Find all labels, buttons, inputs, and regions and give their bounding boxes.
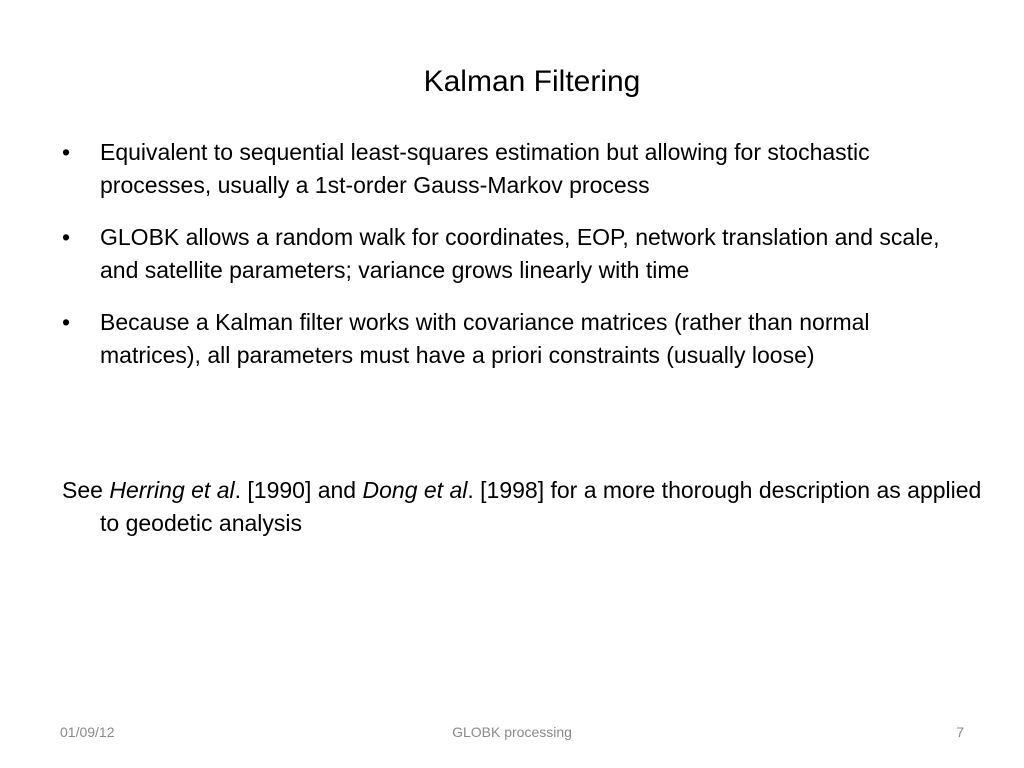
footer-page-number: 7 xyxy=(956,724,964,740)
reference-see: See xyxy=(62,477,110,503)
bullet-text: Because a Kalman filter works with covariance matrices (rather than normal matrices), all parameters must have a priori constraints (usually loose) xyxy=(100,309,870,368)
slide-title: Kalman Filtering xyxy=(423,65,641,98)
bullet-text: Equivalent to sequential least-squares estimation but allowing for stochastic processes, usually a 1st-order Gauss-Markov process xyxy=(100,139,870,198)
bullet-item xyxy=(62,306,972,372)
reference-author-herring: Herring et al xyxy=(109,477,235,503)
bullet-marker: • xyxy=(62,309,71,335)
bullet-marker: • xyxy=(62,139,71,165)
reference-year-1998-text: . [1998] for a more thorough description as applied to geodetic analysis xyxy=(100,477,982,536)
footer-date: 01/09/12 xyxy=(60,724,115,740)
bullet-text: GLOBK allows a random walk for coordinates, EOP, network translation and scale, and satellite parameters; variance grows linearly with time xyxy=(100,224,940,283)
bullet-marker: • xyxy=(62,224,71,250)
reference-year-1990: . [1990] and xyxy=(234,477,363,503)
bullet-list xyxy=(62,136,972,391)
reference-author-dong: Dong et al xyxy=(362,477,468,503)
reference-paragraph xyxy=(62,474,1000,540)
bullet-item xyxy=(62,136,972,202)
bullet-item xyxy=(62,221,972,287)
footer-title: GLOBK processing xyxy=(452,724,572,740)
